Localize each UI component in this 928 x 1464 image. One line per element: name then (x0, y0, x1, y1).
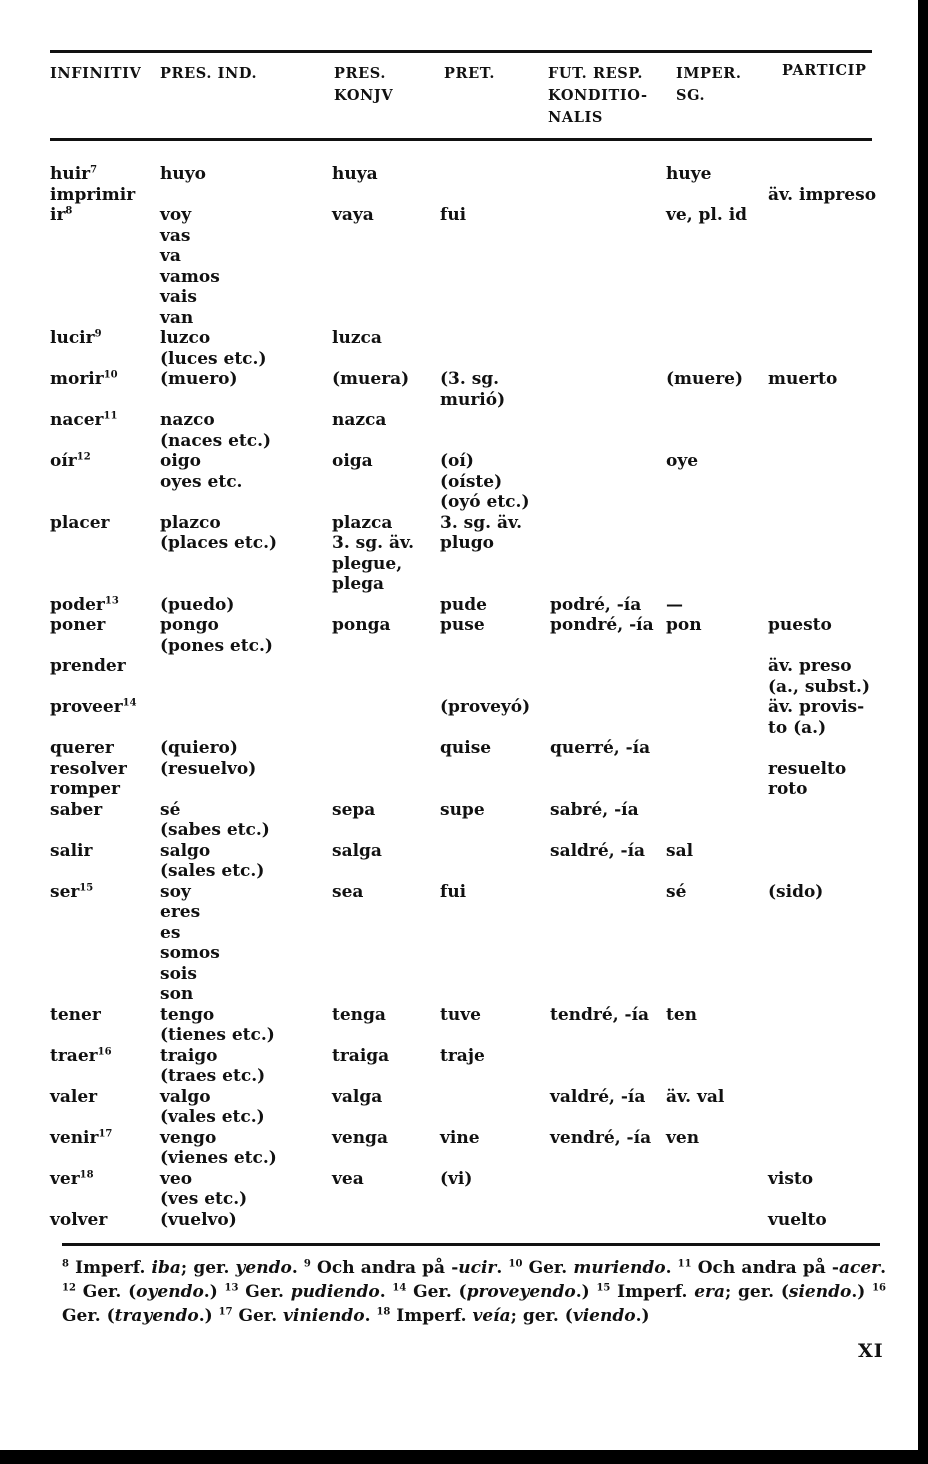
table-row (50, 697, 880, 738)
table-row (50, 164, 880, 185)
cell-pret: pude (440, 594, 487, 615)
cell-pres-ind: vengo (vienes etc.) (160, 1127, 277, 1168)
cell-fut-resp: sabré, -ía (550, 799, 639, 820)
cell-pres-konj: (muera) (332, 369, 410, 389)
cell-infinitive: huir$^7$ (50, 164, 98, 184)
footnote-ref: 14 (122, 697, 137, 709)
footnote-italic: pudiendo (290, 1282, 380, 1302)
cell-particip: muerto (768, 369, 838, 389)
cell-infinitive: ver$^{18}$ (50, 1168, 94, 1189)
footnote-italic: oyendo (136, 1282, 204, 1302)
cell-pret: traje (440, 1045, 485, 1066)
table-row (50, 185, 880, 206)
footnote-number: 15 (596, 1282, 611, 1294)
footnote-10 (508, 1258, 677, 1278)
cell-infinitive: poder$^{13}$ (50, 594, 119, 615)
header-pres-ind: PRES. IND. (160, 65, 258, 82)
footnote-12 (62, 1282, 225, 1302)
cell-pres-ind: (quiero) (160, 738, 238, 758)
footnote-number: 9 (303, 1258, 311, 1270)
cell-infinitive: oír$^{12}$ (50, 451, 91, 471)
cell-infinitive: prender (50, 656, 126, 676)
footnote-number: 12 (62, 1282, 76, 1294)
footnote-ref: 11 (103, 410, 118, 422)
footnote-text: Och andra på - (697, 1258, 839, 1278)
footnote-text: Ger. ( (413, 1282, 467, 1302)
footnote-text: Imperf. (75, 1258, 152, 1278)
cell-pret: supe (440, 799, 485, 820)
cell-imper: äv. val (666, 1086, 725, 1107)
footnote-italic: viendo (572, 1306, 636, 1326)
footnote-text: .) (198, 1306, 219, 1326)
cell-pret: tuve (440, 1004, 481, 1025)
cell-fut-resp: pondré, -ía (550, 615, 654, 635)
footnote-text: Och andra på - (317, 1258, 459, 1278)
cell-pret: fui (440, 205, 467, 225)
footnote-text: . (291, 1258, 304, 1278)
footnote-italic: era (694, 1282, 725, 1302)
footnote-ref: 15 (79, 881, 94, 893)
footnote-number: 11 (677, 1258, 692, 1270)
cell-infinitive: poner (50, 615, 106, 635)
cell-pres-konj: ponga (332, 615, 391, 635)
cell-particip: äv. preso (a., subst.) (768, 656, 871, 697)
footnote-italic: iba (151, 1258, 181, 1278)
cell-pres-ind: huyo (160, 164, 206, 184)
table-row (50, 1128, 880, 1169)
table-row (50, 205, 880, 328)
cell-pret: vine (440, 1127, 480, 1148)
cell-imper: oye (666, 451, 699, 471)
cell-infinitive: lucir$^9$ (50, 328, 102, 348)
cell-pres-konj: venga (332, 1127, 388, 1148)
table-row (50, 1210, 880, 1231)
cell-pres-ind: soy eres es somos sois son (160, 881, 220, 1004)
cell-particip: resuelto (768, 758, 847, 779)
cell-pres-ind: veo (ves etc.) (160, 1168, 248, 1209)
cell-infinitive: resolver (50, 758, 127, 779)
footnote-number: 8 (62, 1258, 69, 1270)
footnote-14 (392, 1282, 596, 1302)
table-row (50, 1169, 880, 1210)
cell-pres-ind: (resuelvo) (160, 758, 257, 779)
cell-pret: (oí) (oíste) (oyó etc.) (440, 451, 530, 512)
cell-fut-resp: querré, -ía (550, 738, 651, 758)
footnote-text: .) (851, 1282, 873, 1302)
footnote-italic: proveyendo (466, 1282, 576, 1302)
footnote-15 (596, 1282, 872, 1302)
cell-pres-ind: traigo (traes etc.) (160, 1045, 266, 1086)
cell-pret: (vi) (440, 1168, 473, 1189)
table-row (50, 800, 880, 841)
cell-imper: pon (666, 615, 702, 635)
cell-pres-konj: valga (332, 1086, 383, 1107)
footnote-11 (678, 1258, 886, 1278)
footnote-text: .) (203, 1282, 225, 1302)
footnote-ref: 8 (65, 205, 73, 217)
table-row (50, 328, 880, 369)
table-row (50, 841, 880, 882)
cell-fut-resp: valdré, -ía (550, 1086, 646, 1107)
cell-infinitive: ser$^{15}$ (50, 881, 94, 902)
table-row (50, 410, 880, 451)
cell-imper: (muere) (666, 369, 744, 389)
cell-pret: (3. sg. murió) (440, 369, 506, 410)
cell-pret: 3. sg. äv. plugo (440, 512, 523, 553)
cell-pres-ind: sé (sabes etc.) (160, 799, 270, 840)
footnote-italic: ucir (458, 1258, 497, 1278)
cell-infinitive: salir (50, 840, 93, 861)
footnote-text: ; ger. (180, 1258, 236, 1278)
cell-pres-ind: voy vas va vamos vais van (160, 205, 220, 328)
cell-pres-konj: traiga (332, 1045, 390, 1066)
cell-infinitive: valer (50, 1086, 98, 1107)
cell-pres-konj: luzca (332, 328, 382, 348)
cell-pret: puse (440, 615, 485, 635)
header-pres-konjv: PRES. KONJV (334, 65, 394, 104)
footnote-text: . (665, 1258, 678, 1278)
footnote-italic: yendo (235, 1258, 292, 1278)
cell-pres-ind: oigo oyes etc. (160, 451, 243, 492)
header-fut-resp: FUT. RESP. KONDITIO- NALIS (548, 65, 648, 126)
footnote-text: Ger. (528, 1258, 574, 1278)
footnote-number: 16 (872, 1282, 886, 1294)
footnote-9 (304, 1258, 509, 1278)
cell-pres-ind: pongo (pones etc.) (160, 615, 273, 656)
footnote-italic: acer (838, 1258, 881, 1278)
cell-pres-ind: (muero) (160, 369, 238, 389)
cell-pres-konj: oiga (332, 451, 373, 471)
cell-infinitive: volver (50, 1209, 108, 1230)
footnote-number: 18 (376, 1306, 391, 1318)
cell-pres-konj: huya (332, 164, 378, 184)
cell-infinitive: morir$^{10}$ (50, 369, 118, 389)
cell-infinitive: nacer$^{11}$ (50, 410, 118, 430)
footnote-text: ; ger. ( (510, 1306, 573, 1326)
footnote-ref: 18 (79, 1168, 94, 1180)
cell-pres-konj: sea (332, 881, 364, 902)
cell-particip: äv. impreso (768, 184, 877, 205)
table-row (50, 451, 880, 513)
cell-particip: vuelto (768, 1209, 827, 1230)
cell-fut-resp: vendré, -ía (550, 1127, 652, 1148)
cell-particip: roto (768, 779, 808, 799)
footnote-text: . (364, 1306, 377, 1326)
footnote-text: Ger. ( (62, 1306, 115, 1326)
footnote-text: .) (635, 1306, 650, 1326)
cell-pres-ind: (vuelvo) (160, 1209, 237, 1230)
cell-pres-ind: (puedo) (160, 594, 235, 615)
footnote-number: 14 (392, 1282, 407, 1294)
table-row (50, 1005, 880, 1046)
footnote-text: . (880, 1258, 887, 1278)
footnote-text: Imperf. (617, 1282, 695, 1302)
footnote-18 (376, 1306, 649, 1326)
header-imper-sg: IMPER. SG. (676, 65, 742, 104)
footnotes (62, 1256, 886, 1328)
table-row (50, 595, 880, 616)
cell-imper: — (666, 594, 683, 615)
cell-pres-konj: plazca 3. sg. äv. plegue, plega (332, 512, 415, 594)
cell-particip: (sido) (768, 881, 824, 902)
cell-infinitive: venir$^{17}$ (50, 1127, 113, 1148)
cell-imper: ven (666, 1127, 700, 1148)
cell-pres-ind: nazco (naces etc.) (160, 410, 272, 451)
footnote-text: Imperf. (396, 1306, 473, 1326)
cell-imper: ve, pl. id (666, 205, 748, 225)
footnote-text: . (496, 1258, 509, 1278)
footnote-number: 13 (224, 1282, 239, 1294)
cell-pres-konj: tenga (332, 1004, 386, 1025)
cell-infinitive: tener (50, 1004, 101, 1025)
footnote-text: Ger. (238, 1306, 284, 1326)
bottom-rule (62, 1243, 880, 1246)
footnote-ref: 16 (97, 1045, 112, 1057)
table-row (50, 656, 880, 697)
cell-infinitive: placer (50, 512, 110, 533)
cell-imper: sé (666, 881, 687, 902)
cell-pres-ind: tengo (tienes etc.) (160, 1004, 275, 1045)
cell-particip: visto (768, 1168, 814, 1189)
cell-infinitive: querer (50, 738, 114, 758)
cell-pres-konj: vea (332, 1168, 364, 1189)
cell-imper: sal (666, 840, 694, 861)
cell-particip: puesto (768, 615, 832, 635)
scan-edge-right (918, 0, 928, 1464)
scan-edge-bottom (0, 1450, 928, 1464)
cell-pres-konj: nazca (332, 410, 387, 430)
cell-infinitive: imprimir (50, 184, 136, 205)
cell-pres-ind: salgo (sales etc.) (160, 840, 265, 881)
cell-imper: huye (666, 164, 712, 184)
verb-table (50, 164, 880, 1230)
footnote-text: ; ger. ( (724, 1282, 789, 1302)
cell-imper: ten (666, 1004, 698, 1025)
cell-pres-konj: salga (332, 840, 382, 861)
footnote-text: . (379, 1282, 393, 1302)
cell-particip: äv. provis- to (a.) (768, 697, 865, 738)
footnote-number: 10 (508, 1258, 523, 1270)
footnote-ref: 7 (90, 164, 98, 176)
header-rule (50, 138, 872, 141)
table-row (50, 779, 880, 800)
cell-fut-resp: tendré, -ía (550, 1004, 650, 1025)
cell-pres-konj: sepa (332, 799, 376, 820)
cell-pret: quise (440, 738, 492, 758)
footnote-italic: muriendo (573, 1258, 666, 1278)
footnote-ref: 12 (76, 451, 91, 463)
footnote-italic: viniendo (283, 1306, 365, 1326)
table-row (50, 882, 880, 1005)
cell-infinitive: romper (50, 779, 120, 799)
cell-infinitive: $ir^8$ (50, 205, 73, 225)
cell-pres-konj: vaya (332, 205, 374, 225)
footnote-text: Ger. (245, 1282, 291, 1302)
footnote-ref: 13 (104, 594, 119, 606)
header-particip: PARTICIP (782, 62, 867, 79)
table-row (50, 738, 880, 759)
footnote-17 (219, 1306, 377, 1326)
footnote-ref: 17 (98, 1127, 113, 1139)
footnote-italic: veía (472, 1306, 511, 1326)
cell-infinitive: traer$^{16}$ (50, 1045, 112, 1066)
cell-pret: fui (440, 881, 467, 902)
cell-fut-resp: saldré, -ía (550, 840, 646, 861)
footnote-8 (62, 1258, 304, 1278)
table-row (50, 1046, 880, 1087)
table-row (50, 513, 880, 595)
footnote-13 (225, 1282, 393, 1302)
cell-pres-ind: valgo (vales etc.) (160, 1086, 265, 1127)
cell-infinitive: saber (50, 799, 103, 820)
footnote-italic: siendo (788, 1282, 852, 1302)
cell-infinitive: proveer$^{14}$ (50, 697, 137, 717)
footnote-italic: trayendo (114, 1306, 199, 1326)
cell-pret: (proveyó) (440, 697, 531, 717)
header-infinitiv: INFINITIV (50, 65, 142, 82)
cell-fut-resp: podré, -ía (550, 594, 642, 615)
footnote-number: 17 (218, 1306, 233, 1318)
page-number: XI (858, 1340, 884, 1362)
footnote-ref: 10 (103, 369, 118, 381)
footnote-text: Ger. ( (82, 1282, 137, 1302)
top-rule (50, 50, 872, 53)
cell-pres-ind: plazco (places etc.) (160, 512, 278, 553)
table-row (50, 369, 880, 410)
table-row (50, 615, 880, 656)
table-row (50, 759, 880, 780)
footnote-ref: 9 (94, 328, 102, 340)
footnote-text: .) (575, 1282, 597, 1302)
table-row (50, 1087, 880, 1128)
header-pret: PRET. (444, 65, 495, 82)
cell-pres-ind: luzco (luces etc.) (160, 328, 267, 369)
